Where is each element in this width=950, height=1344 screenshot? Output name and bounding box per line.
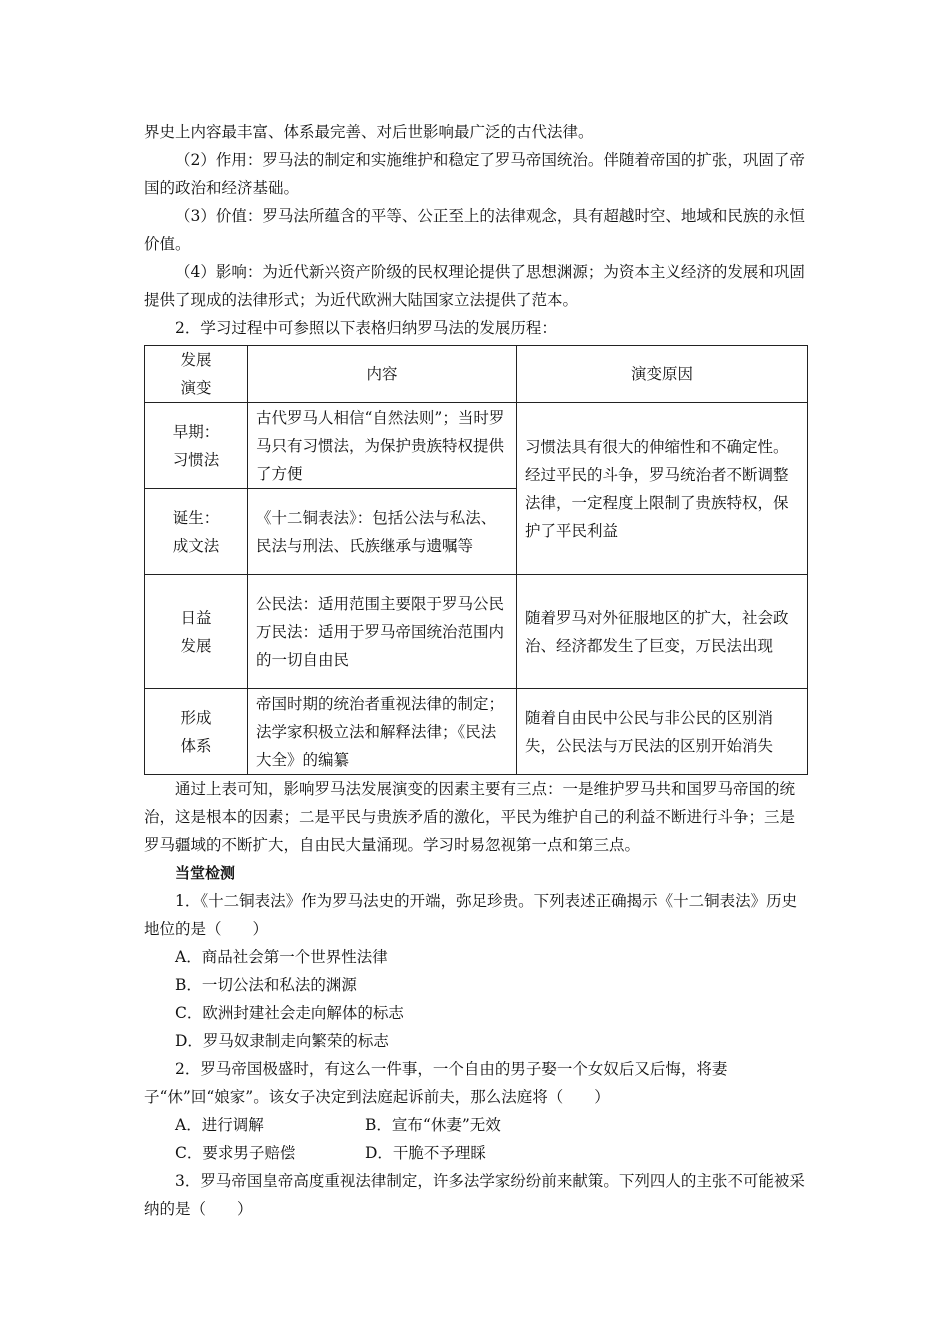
header-stage-line-1: 发展 [180,351,212,369]
question-3-stem: 3．罗马帝国皇帝高度重视法律制定，许多法学家纷纷前来献策。下列四人的主张不可能被采纳的是（ ） [144,1172,805,1218]
content-cell: 《十二铜表法》：包括公法与私法、民法与刑法、氏族继承与遗嘱等 [248,489,517,575]
header-reason: 演变原因 [517,346,808,403]
paragraph-function: （2）作用：罗马法的制定和实施维护和稳定了罗马帝国统治。伴随着帝国的扩张，巩固了帝国的政治和经济基础。 [144,151,805,197]
section-title: 当堂检测 [175,864,236,882]
question-1-option-b: B．一切公法和私法的渊源 [175,976,357,994]
question-1-option-c: C．欧洲封建社会走向解体的标志 [175,1004,404,1022]
stage-cell [145,689,248,775]
header-content: 内容 [248,346,517,403]
question-1-stem: 1．《十二铜表法》作为罗马法史的开端，弥足珍贵。下列表述正确揭示《十二铜表法》历史地位的是（ ） [144,892,798,938]
stage-line: 体系 [180,736,212,755]
question-2-option-c: C．要求男子赔偿 [175,1144,296,1162]
content-line-citizen-law: 公民法：适用范围主要限于罗马公民 [256,594,505,613]
question-1-option-d: D．罗马奴隶制走向繁荣的标志 [175,1032,389,1050]
stage-cell [145,403,248,489]
question-2-option-b: B．宣布“休妻”无效 [365,1116,501,1134]
question-2-options-row-1 [144,1111,809,1139]
question-2-stem: 2．罗马帝国极盛时，有这么一件事，一个自由的男子娶一个女奴后又后悔，将妻子“休”回“娘家”。该女子决定到法庭起诉前夫，那么法庭将（ ） [144,1060,728,1106]
content-cell [248,575,517,689]
stage-line: 发展 [180,636,212,655]
reason-cell-merged: 习惯法具有很大的伸缩性和不确定性。经过平民的斗争，罗马统治者不断调整法律，一定程度上限制了贵族特权，保护了平民利益 [517,403,808,575]
stage-line: 成文法 [172,536,220,555]
table-row [145,575,808,689]
reason-cell: 随着罗马对外征服地区的扩大，社会政治、经济都发生了巨变，万民法出现 [517,575,808,689]
table-header-row [145,346,808,403]
stage-line: 诞生： [172,508,220,527]
question-2-option-d: D．干脆不予理睬 [365,1144,486,1162]
paragraph-continuation: 界史上内容最丰富、体系最完善、对后世影响最广泛的古代法律。 [144,123,594,141]
content-cell: 帝国时期的统治者重视法律的制定；法学家积极立法和解释法律；《民法大全》的编纂 [248,689,517,775]
question-2-option-a: A．进行调解 [175,1116,264,1134]
question-2-options-row-2 [144,1139,809,1167]
header-stage-line-2: 演变 [180,379,212,397]
roman-law-evolution-table [144,345,808,775]
stage-line: 早期： [172,422,220,441]
content-cell: 古代罗马人相信“自然法则”；当时罗马只有习惯法，为保护贵族特权提供了方便 [248,403,517,489]
paragraph-influence: （4）影响：为近代新兴资产阶级的民权理论提供了思想渊源；为资本主义经济的发展和巩固提供了现成的法律形式；为近代欧洲大陆国家立法提供了范本。 [144,263,805,309]
header-stage [145,346,248,403]
table-row [145,689,808,775]
stage-cell [145,575,248,689]
document-page [144,118,809,1223]
paragraph-summary: 通过上表可知，影响罗马法发展演变的因素主要有三点：一是维护罗马共和国罗马帝国的统治，这是根本的因素；二是平民与贵族矛盾的激化，平民为维护自己的利益不断进行斗争；三是罗马疆域的不断扩大，自由民大量涌现。学习时易忽视第一点和第三点。 [144,780,796,854]
paragraph-value: （3）价值：罗马法所蕴含的平等、公正至上的法律观念，具有超越时空、地域和民族的永恒价值。 [144,207,805,253]
content-line-jus-gentium: 万民法：适用于罗马帝国统治范围内的一切自由民 [256,622,505,669]
stage-line: 形成 [180,708,212,727]
stage-cell [145,489,248,575]
table-row [145,403,808,489]
reason-cell: 随着自由民中公民与非公民的区别消失，公民法与万民法的区别开始消失 [517,689,808,775]
question-1-option-a: A．商品社会第一个世界性法律 [175,948,388,966]
stage-line: 日益 [180,608,212,627]
paragraph-table-intro: 2．学习过程中可参照以下表格归纳罗马法的发展历程： [175,319,557,337]
stage-line: 习惯法 [172,450,220,469]
